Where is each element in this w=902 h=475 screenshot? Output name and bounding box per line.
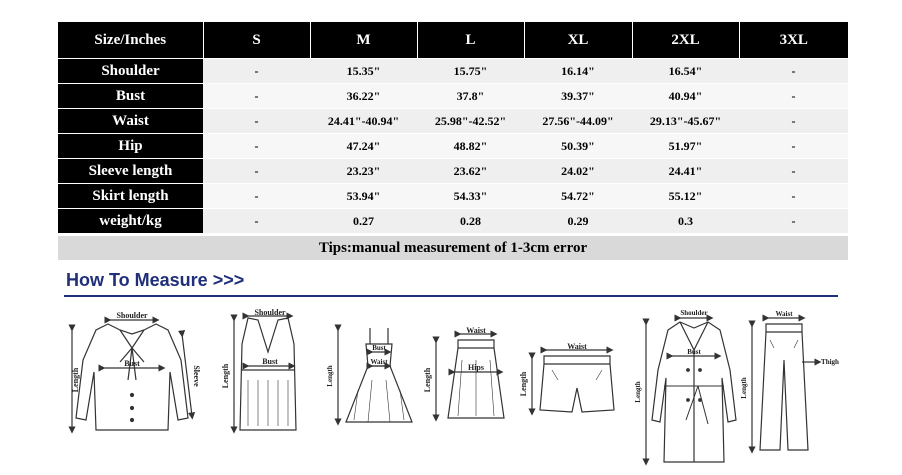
table-header-row	[58, 22, 848, 59]
table-cell: -	[739, 84, 848, 109]
table-row	[58, 184, 848, 209]
thigh-label: Thigh	[821, 358, 839, 366]
table-cell: 39.37"	[524, 84, 632, 109]
table-cell: -	[739, 159, 848, 184]
table-cell: 36.22"	[310, 84, 417, 109]
length-label: Length	[423, 367, 432, 393]
table-cell: 0.28	[417, 209, 524, 234]
length-label: Length	[71, 367, 80, 393]
table-cell: 37.8"	[417, 84, 524, 109]
column-header: S	[203, 22, 310, 59]
table-row	[58, 109, 848, 134]
table-cell: 25.98"-42.52"	[417, 109, 524, 134]
table-cell: -	[739, 184, 848, 209]
column-header: 2XL	[632, 22, 739, 59]
length-label: Length	[221, 363, 230, 389]
column-header: M	[310, 22, 417, 59]
pants-illustration	[740, 310, 839, 450]
table-cell: 0.27	[310, 209, 417, 234]
table-cell: 23.62"	[417, 159, 524, 184]
table-cell: -	[203, 184, 310, 209]
table-cell: 51.97"	[632, 134, 739, 159]
table-cell: -	[739, 59, 848, 84]
table-cell: 23.23"	[310, 159, 417, 184]
table-row	[58, 134, 848, 159]
table-cell: -	[203, 59, 310, 84]
table-row	[58, 59, 848, 84]
waist-label: Waist	[466, 326, 486, 335]
table-cell: -	[739, 134, 848, 159]
waist-label: Waist	[370, 358, 388, 366]
table-cell: 47.24"	[310, 134, 417, 159]
column-header: XL	[524, 22, 632, 59]
table-cell: -	[203, 209, 310, 234]
table-cell: -	[203, 134, 310, 159]
tips-bar: Tips:manual measurement of 1-3cm error	[58, 236, 848, 260]
shoulder-label: Shoulder	[116, 311, 148, 320]
table-row	[58, 209, 848, 234]
measurement-illustrations	[58, 300, 848, 472]
skirt-illustration	[423, 326, 504, 418]
table-cell: 50.39"	[524, 134, 632, 159]
shoulder-label: Shoulder	[254, 308, 286, 317]
column-header: L	[417, 22, 524, 59]
table-cell: 24.41"-40.94"	[310, 109, 417, 134]
length-label: Length	[326, 365, 334, 387]
hips-label: Hips	[467, 363, 485, 372]
table-cell: 40.94"	[632, 84, 739, 109]
table-cell: 54.33"	[417, 184, 524, 209]
length-label: Length	[740, 377, 748, 399]
shorts-illustration	[519, 342, 614, 412]
bust-label: Bust	[372, 344, 386, 352]
row-label: weight/kg	[58, 209, 203, 234]
table-row	[58, 159, 848, 184]
table-cell: 48.82"	[417, 134, 524, 159]
slip-dress-illustration	[326, 328, 412, 422]
table-cell: -	[203, 84, 310, 109]
table-cell: 24.41"	[632, 159, 739, 184]
table-cell: 24.02"	[524, 159, 632, 184]
table-cell: -	[203, 159, 310, 184]
length-label: Length	[634, 381, 642, 403]
heading-divider	[64, 295, 838, 297]
row-label: Bust	[58, 84, 203, 109]
waist-label: Waist	[567, 342, 587, 351]
how-to-measure-heading: How To Measure >>>	[66, 270, 245, 290]
column-header: 3XL	[739, 22, 848, 59]
row-label: Sleeve length	[58, 159, 203, 184]
table-cell: 54.72"	[524, 184, 632, 209]
row-label: Waist	[58, 109, 203, 134]
table-cell: 16.54"	[632, 59, 739, 84]
trench-coat-illustration	[634, 309, 736, 462]
waist-label: Waist	[775, 310, 793, 318]
row-label: Hip	[58, 134, 203, 159]
table-cell: 29.13"-45.67"	[632, 109, 739, 134]
column-header: Size/Inches	[58, 22, 203, 59]
table-cell: 15.75"	[417, 59, 524, 84]
shirt-illustration	[71, 311, 201, 430]
table-cell: 0.29	[524, 209, 632, 234]
length-label: Length	[519, 371, 528, 397]
sleeve-label: Sleeve	[192, 365, 201, 387]
table-cell: 53.94"	[310, 184, 417, 209]
row-label: Shoulder	[58, 59, 203, 84]
table-cell: 15.35"	[310, 59, 417, 84]
tank-top-illustration	[221, 308, 296, 430]
table-cell: -	[203, 109, 310, 134]
table-cell: -	[739, 109, 848, 134]
table-cell: 0.3	[632, 209, 739, 234]
row-label: Skirt length	[58, 184, 203, 209]
bust-label: Bust	[262, 357, 278, 366]
bust-label: Bust	[124, 359, 140, 368]
table-row	[58, 84, 848, 109]
table-cell: 27.56"-44.09"	[524, 109, 632, 134]
shoulder-label: Shoulder	[680, 309, 708, 317]
bust-label: Bust	[687, 348, 701, 356]
table-cell: 16.14"	[524, 59, 632, 84]
size-chart-table	[58, 22, 848, 233]
table-cell: 55.12"	[632, 184, 739, 209]
table-cell: -	[739, 209, 848, 234]
